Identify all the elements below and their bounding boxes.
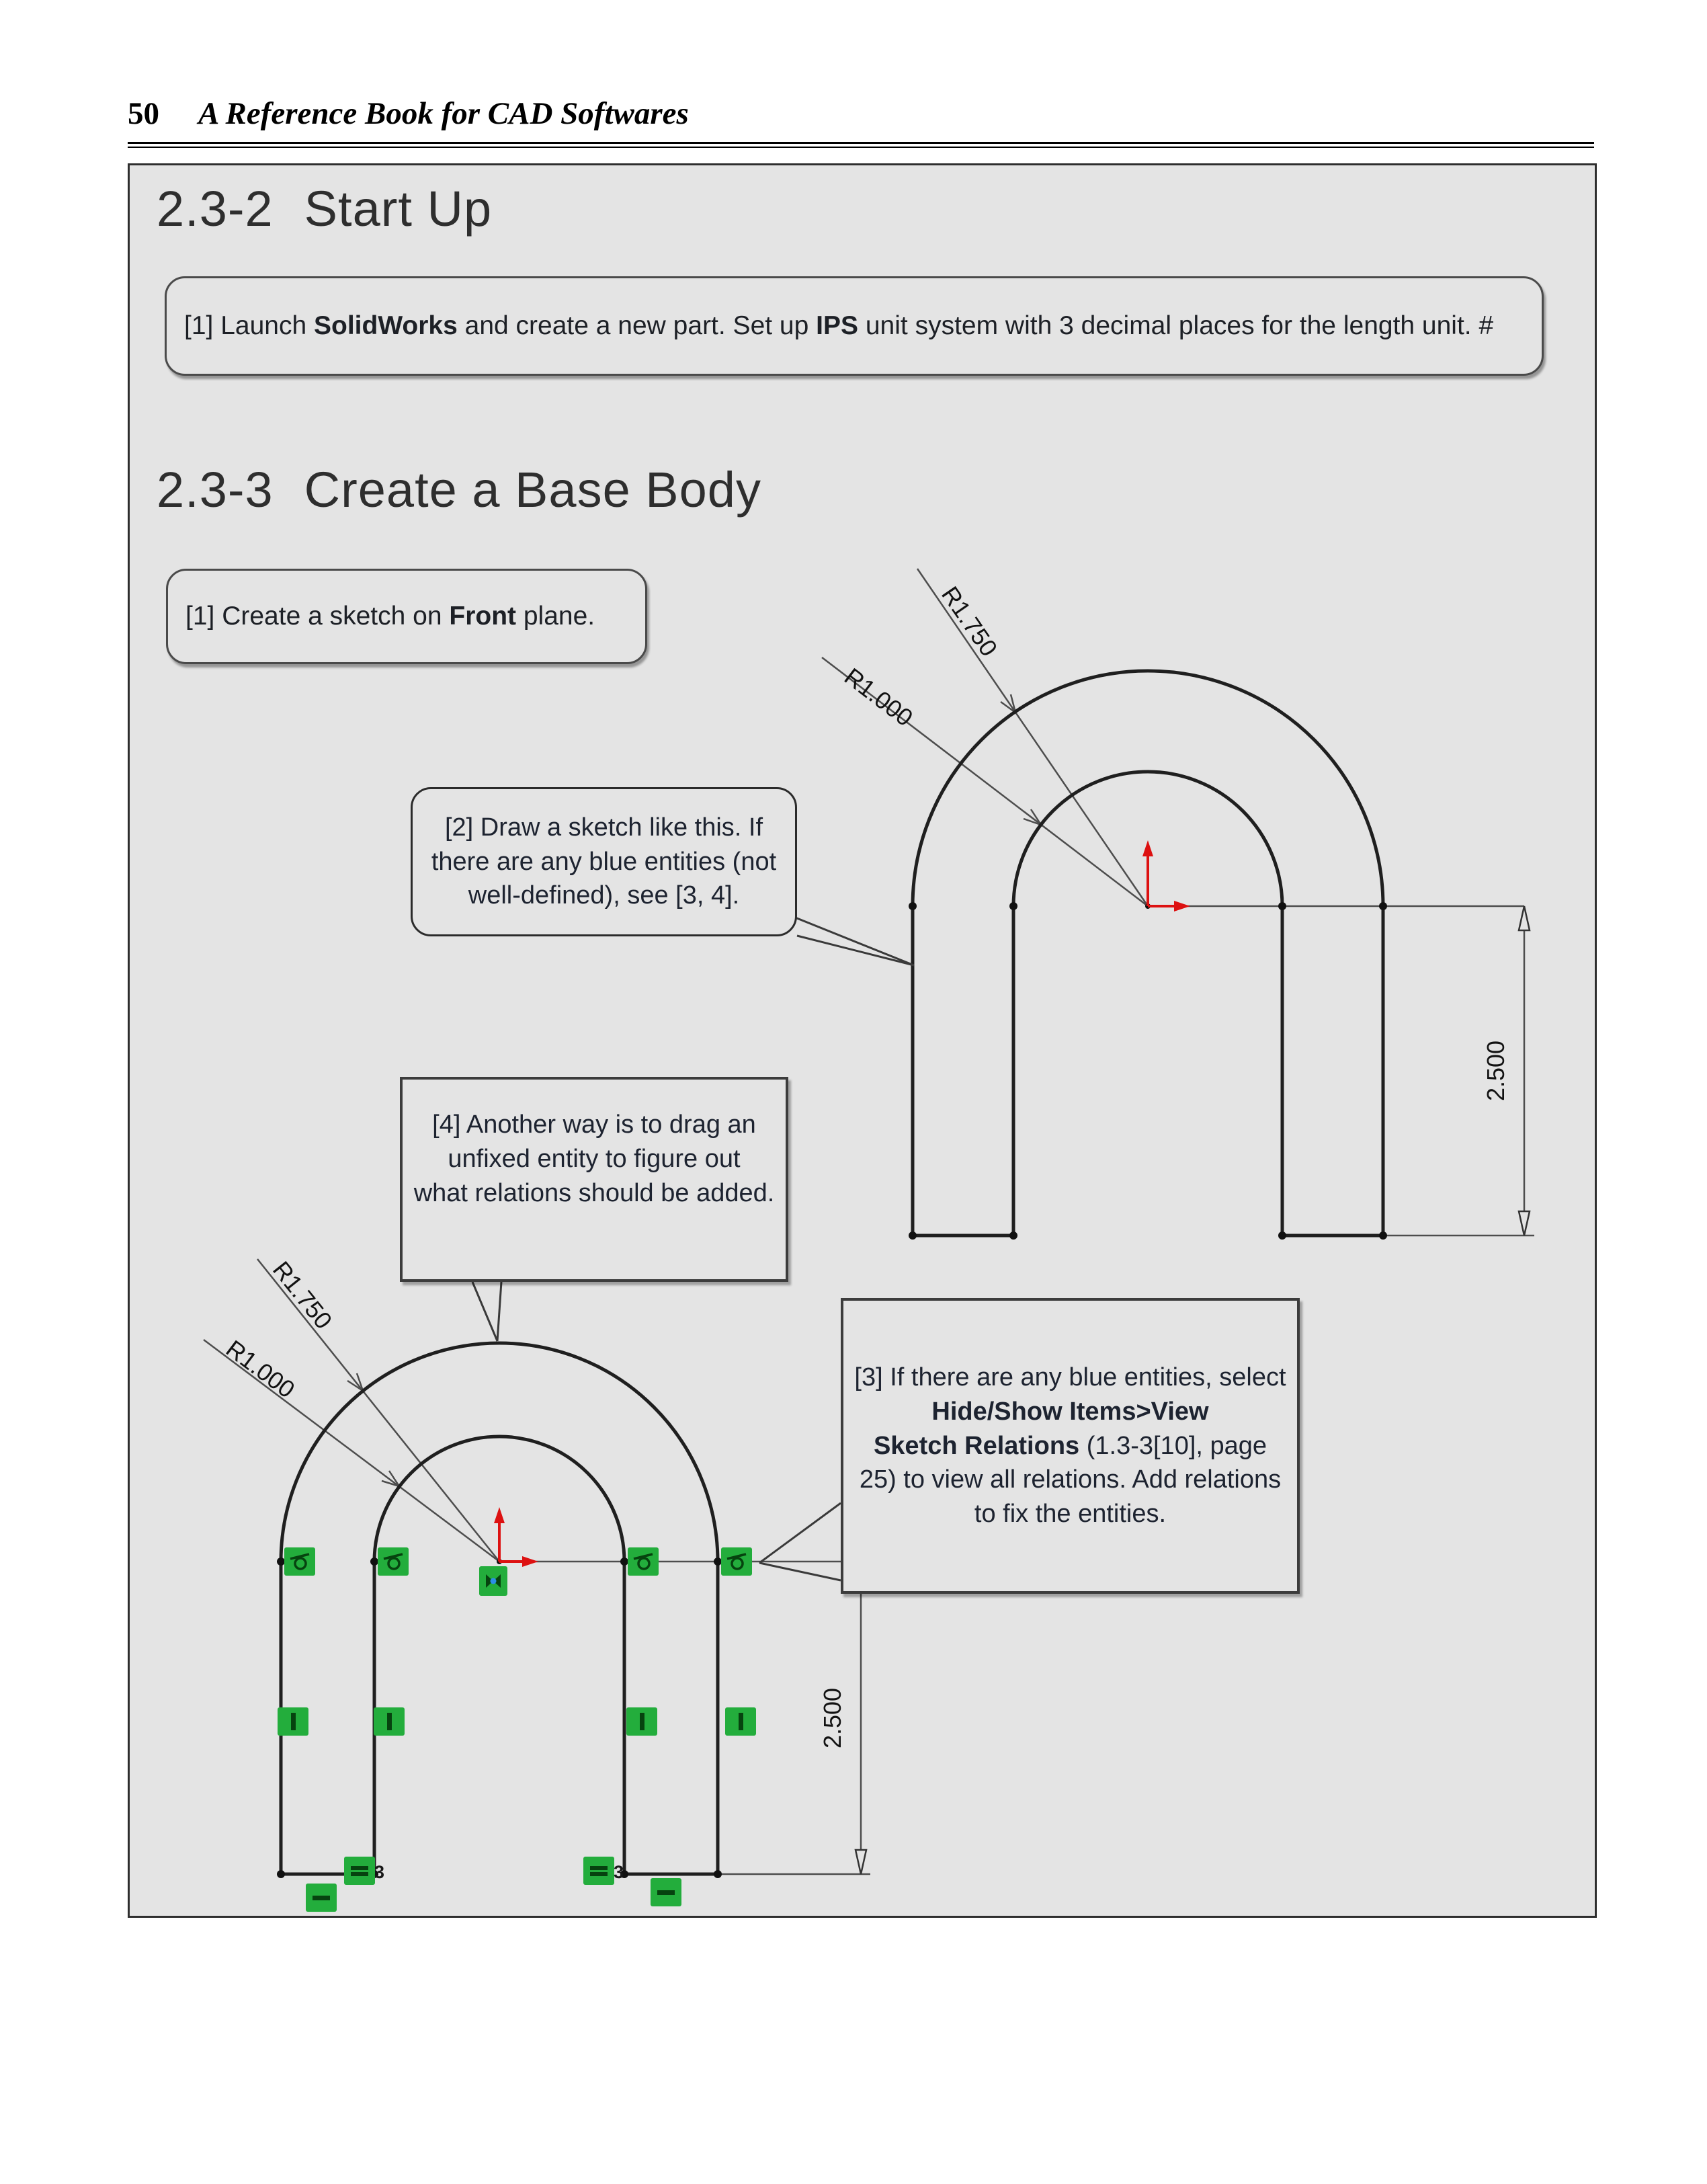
top-height-label: 2.500: [1482, 1040, 1509, 1102]
page-header: [128, 95, 1597, 132]
equal-relation-icon: [344, 1857, 384, 1885]
header-rule-bottom: [128, 147, 1594, 148]
tangent-relation-icon: [721, 1547, 752, 1576]
content-panel: [128, 163, 1597, 1918]
sketch-canvas: [130, 165, 1599, 1920]
bottom-radius-outer-label: R1.750: [267, 1256, 338, 1334]
callout-4-drag-entity: [400, 1077, 788, 1282]
horizontal-relation-icon: [306, 1884, 337, 1912]
top-radius-inner-label: R1.000: [839, 662, 919, 732]
callout-text: [2] Draw a sketch like this. If there are any blue entities (not well-defined), see [3, 4].: [431, 813, 777, 910]
callout-3-show-relations: [841, 1298, 1300, 1594]
top-radius-outer-label: R1.750: [936, 581, 1003, 661]
coincident-origin-relation-icon: [479, 1566, 507, 1596]
step-text: [1] Launch SolidWorks and create a new part. Set up IPS unit system with 3 decimal places for the length unit. #: [184, 311, 1494, 340]
horizontal-relation-icon: [651, 1878, 681, 1906]
equal-relation-icon: [583, 1857, 624, 1885]
vertical-relation-icon: [374, 1707, 405, 1736]
callout-text: [3] If there are any blue entities, select Hide/Show Items>View Sketch Relations (1.3-3[10], page 25) to view all relations. Add relations to fix the entities.: [854, 1363, 1286, 1529]
bottom-sketch-geometry: [281, 1343, 718, 1874]
book-title: A Reference Book for CAD Softwares: [198, 96, 689, 131]
tangent-relation-icon: [628, 1547, 659, 1576]
section-number: 2.3-2: [157, 181, 274, 237]
step-text: [1] Create a sketch on Front plane.: [185, 602, 595, 631]
page-number: 50: [128, 96, 159, 131]
vertical-relation-icon: [278, 1707, 308, 1736]
tangent-relation-icon: [284, 1547, 315, 1576]
top-sketch: [822, 569, 1534, 1240]
bottom-radius-inner-label: R1.000: [221, 1334, 300, 1404]
header-rule-top: [128, 142, 1594, 144]
vertical-relation-icon: [725, 1707, 756, 1736]
top-origin-triad: [1142, 840, 1190, 912]
callout-2-draw-sketch: [411, 787, 797, 936]
section-number: 2.3-3: [157, 462, 274, 518]
tangent-relation-icon: [378, 1547, 409, 1576]
equal-group-number: 3: [613, 1862, 624, 1882]
bottom-height-label: 2.500: [819, 1687, 846, 1749]
vertical-relation-icon: [626, 1707, 657, 1736]
section-title: Create a Base Body: [304, 462, 761, 518]
top-sketch-endpoints: [909, 902, 1387, 1240]
top-sketch-geometry: [913, 671, 1383, 1236]
equal-group-number: 3: [374, 1862, 384, 1882]
bottom-origin-triad: [494, 1507, 538, 1567]
callout-text: [4] Another way is to drag an unfixed entity to figure out what relations should be added.: [413, 1110, 775, 1207]
section-title: Start Up: [304, 181, 493, 237]
